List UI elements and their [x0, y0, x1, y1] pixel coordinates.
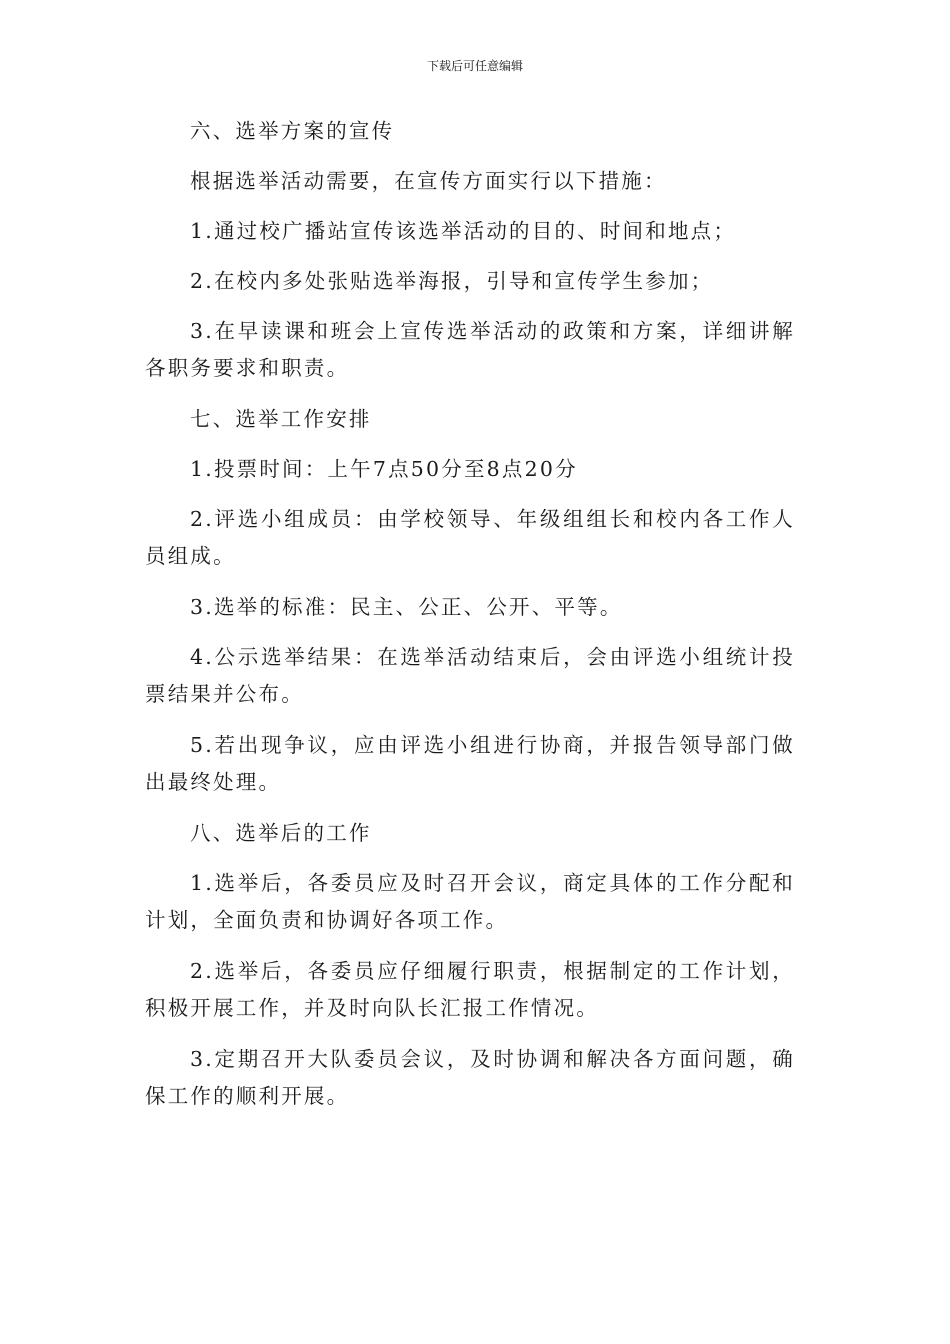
list-item: 2.选举后，各委员应仔细履行职责，根据制定的工作计划，积极开展工作，并及时向队长汇报工作情况。	[145, 959, 795, 1020]
list-item: 3.在早读课和班会上宣传选举活动的政策和方案，详细讲解各职务要求和职责。	[145, 319, 795, 380]
paragraph: 根据选举活动需要，在宣传方面实行以下措施：	[190, 169, 667, 193]
list-item: 3.定期召开大队委员会议，及时协调和解决各方面问题，确保工作的顺利开展。	[145, 1047, 795, 1108]
page-header: 下载后可任意编辑	[426, 59, 523, 73]
section-heading-7: 七、选举工作安排	[190, 407, 372, 431]
list-item: 1.投票时间：上午7点50分至8点20分	[190, 457, 578, 481]
section-heading-8: 八、选举后的工作	[190, 821, 372, 845]
list-item: 5.若出现争议，应由评选小组进行协商，并报告领导部门做出最终处理。	[145, 733, 795, 794]
list-item: 2.在校内多处张贴选举海报，引导和宣传学生参加；	[190, 269, 714, 293]
list-item: 1.通过校广播站宣传该选举活动的目的、时间和地点；	[190, 219, 737, 243]
list-item: 3.选举的标准：民主、公正、公开、平等。	[190, 595, 623, 619]
list-item: 4.公示选举结果：在选举活动结束后，会由评选小组统计投票结果并公布。	[145, 645, 795, 706]
list-item: 1.选举后，各委员应及时召开会议，商定具体的工作分配和计划，全面负责和协调好各项工作。	[145, 871, 795, 932]
list-item: 2.评选小组成员：由学校领导、年级组组长和校内各工作人员组成。	[145, 507, 795, 568]
section-heading-6: 六、选举方案的宣传	[190, 119, 395, 143]
document-body	[145, 113, 795, 1115]
